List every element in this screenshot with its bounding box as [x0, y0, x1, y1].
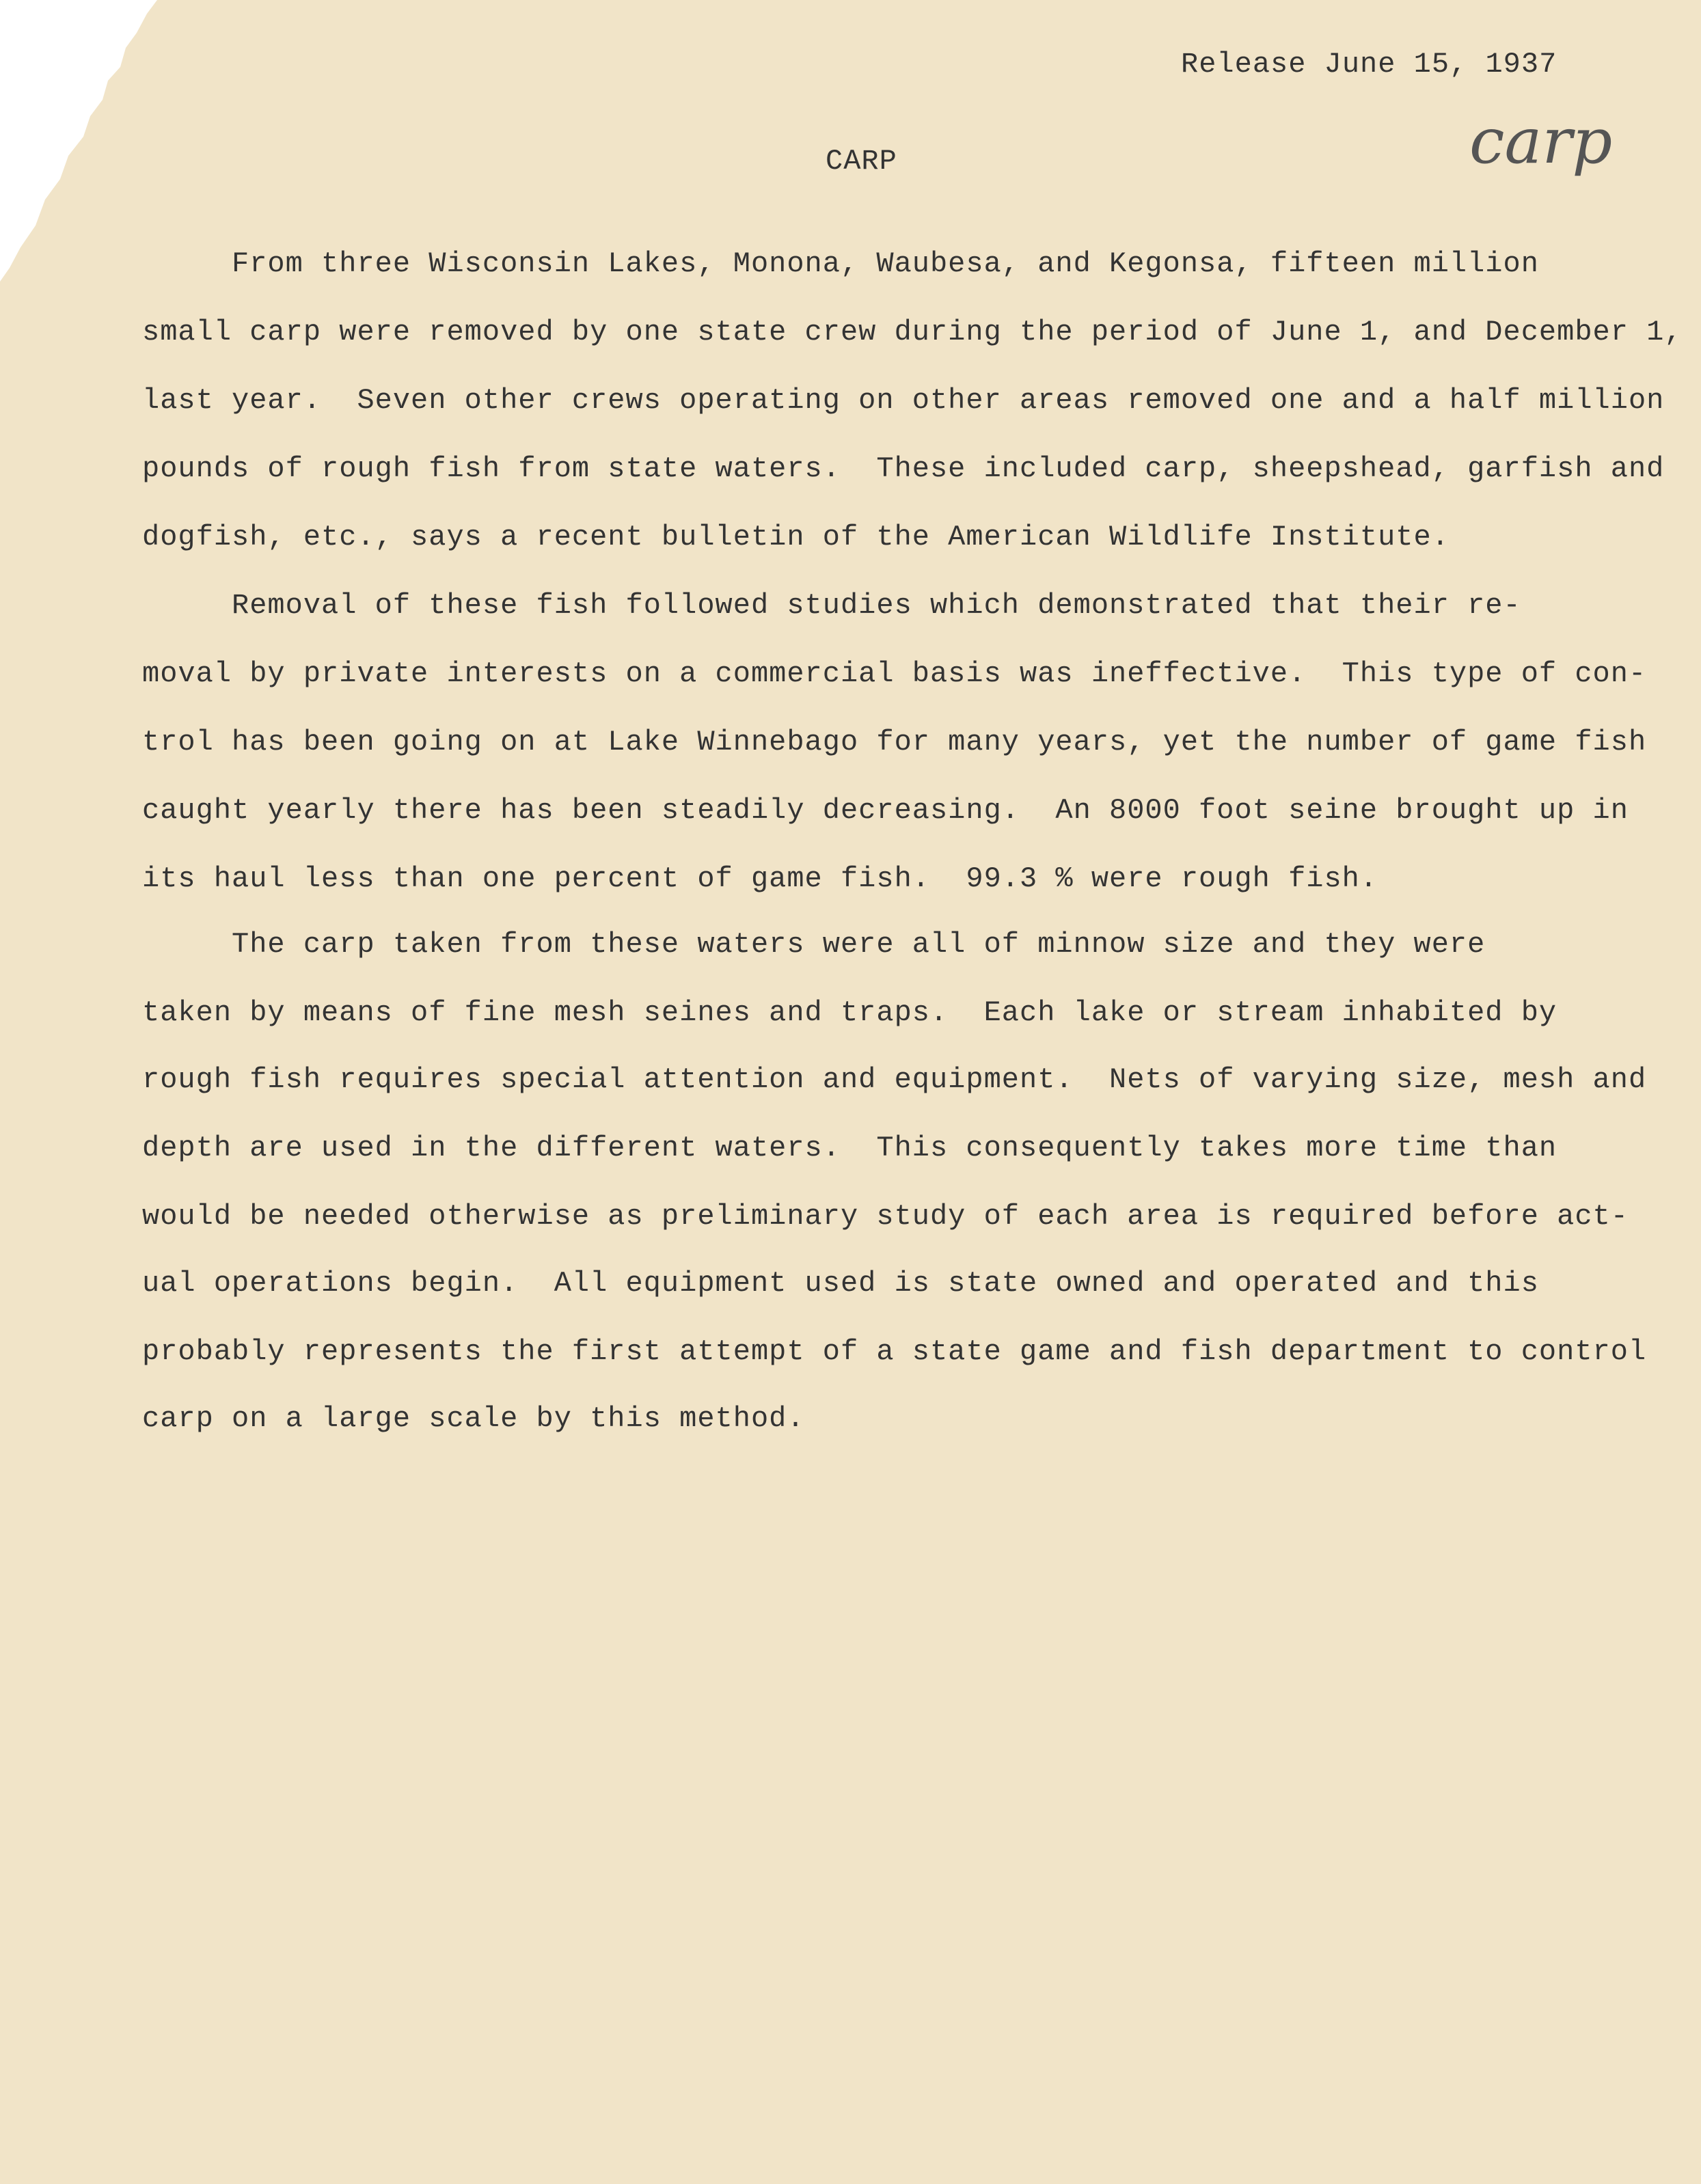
paragraph-2-line: moval by private interests on a commercial basis was ineffective. This type of con-	[142, 657, 1647, 690]
paragraph-3-line: would be needed otherwise as preliminary study of each area is required before act-	[142, 1200, 1629, 1233]
paragraph-1-line: dogfish, etc., says a recent bulletin of the American Wildlife Institute.	[142, 521, 1450, 554]
torn-corner	[0, 0, 178, 287]
document-title: CARP	[826, 145, 897, 178]
handwritten-annotation	[1462, 87, 1620, 197]
paragraph-1-line: pounds of rough fish from state waters. These included carp, sheepshead, garfish and	[142, 452, 1665, 485]
paragraph-3-line: taken by means of fine mesh seines and traps. Each lake or stream inhabited by	[142, 996, 1557, 1029]
paragraph-3-line: depth are used in the different waters. This consequently takes more time than	[142, 1132, 1557, 1164]
paragraph-3-line: probably represents the first attempt of a state game and fish department to control	[142, 1335, 1647, 1368]
paragraph-2-line: caught yearly there has been steadily decreasing. An 8000 foot seine brought up in	[142, 794, 1629, 827]
paragraph-1-line: small carp were removed by one state crew during the period of June 1, and December 1,	[142, 316, 1683, 349]
paragraph-2-line: Removal of these fish followed studies which demonstrated that their re-	[142, 589, 1521, 622]
paragraph-2-line: its haul less than one percent of game fish. 99.3 % were rough fish.	[142, 862, 1378, 895]
paragraph-1-line: last year. Seven other crews operating on other areas removed one and a half million	[142, 384, 1665, 417]
paragraph-2-line: trol has been going on at Lake Winnebago for many years, yet the number of game fish	[142, 726, 1647, 759]
paragraph-3-line: ual operations begin. All equipment used is state owned and operated and this	[142, 1267, 1539, 1300]
paragraph-3-line: rough fish requires special attention and equipment. Nets of varying size, mesh and	[142, 1063, 1647, 1096]
release-date: Release June 15, 1937	[1181, 48, 1557, 81]
paragraph-1-line: From three Wisconsin Lakes, Monona, Waubesa, and Kegonsa, fifteen million	[142, 247, 1539, 280]
paragraph-3-line: The carp taken from these waters were all of minnow size and they were	[142, 928, 1486, 961]
svg-text:carp: carp	[1469, 105, 1613, 178]
paragraph-3-line: carp on a large scale by this method.	[142, 1402, 805, 1435]
